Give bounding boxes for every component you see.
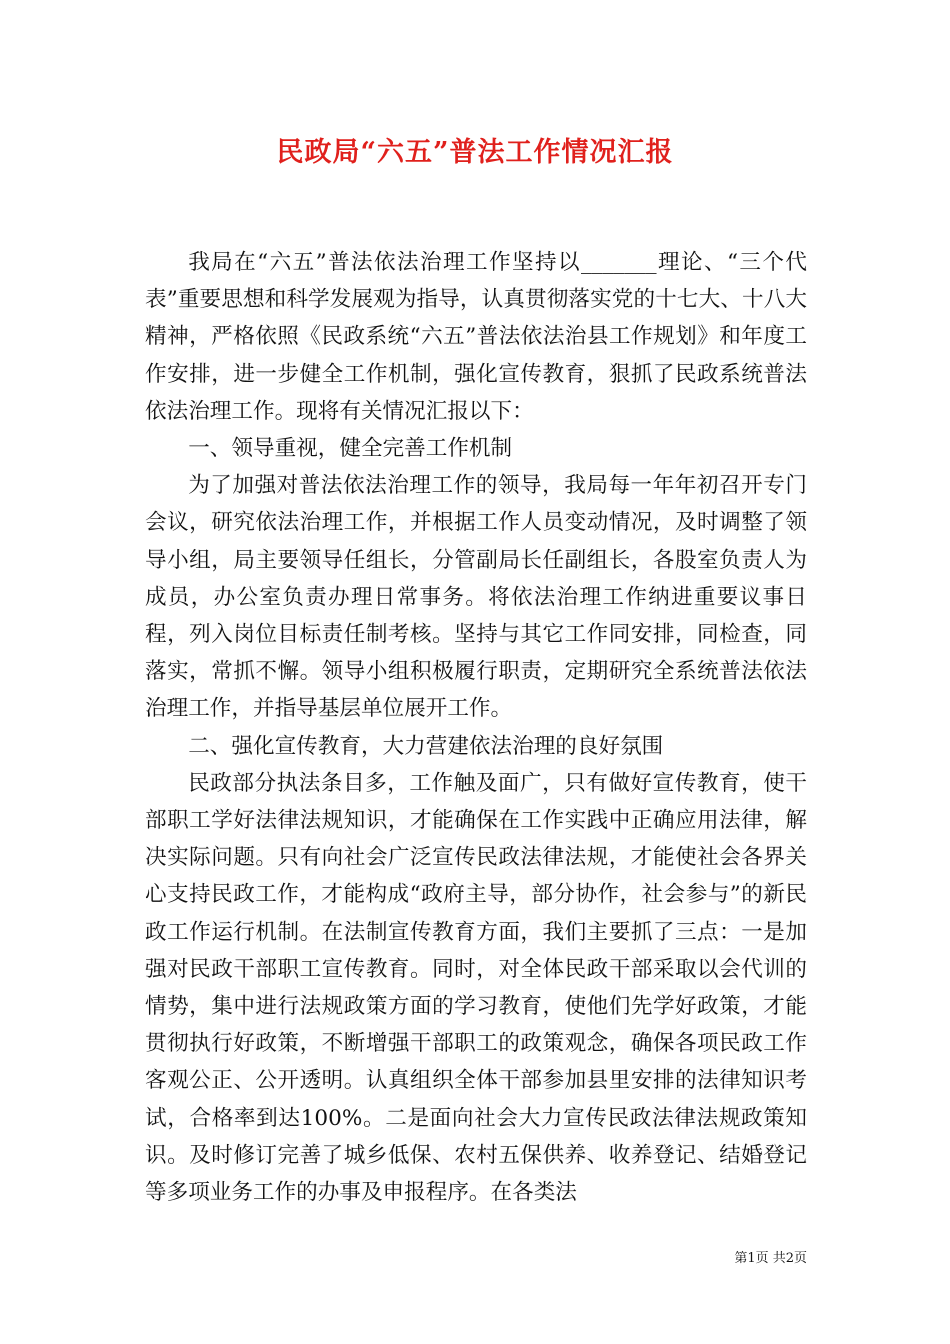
paragraph-section-1: 为了加强对普法依法治理工作的领导，我局每一年年初召开专门会议，研究依法治理工作，并根据工作人员变动情况，及时调整了领导小组，局主要领导任组长，分管副局长任副组长，各股室负责人为成员，办公室负责办理日常事务。将依法治理工作纳进重要议事日程，列入岗位目标责任制考核。坚持与其它工作同安排，同检查，同落实，常抓不懈。领导小组积极履行职责，定期研究全系统普法依法治理工作，并指导基层单位展开工作。 [145,473,807,722]
page-number: 第1页 共2页 [734,1251,807,1266]
document-title: 民政局“六五”普法工作情况汇报 [276,137,674,168]
section-heading-2: 二、强化宣传教育，大力营建依法治理的良好氛围 [188,733,664,759]
paragraph-section-2: 民政部分执法条目多，工作触及面广，只有做好宣传教育，使干部职工学好法律法规知识，才能确保在工作实践中正确应用法律，解决实际问题。只有向社会广泛宣传民政法律法规，才能使社会各界关心支持民政工作，才能构成“政府主导，部分协作，社会参与”的新民政工作运行机制。在法制宣传教育方面，我们主要抓了三点：一是加强对民政干部职工宣传教育。同时，对全体民政干部采取以会代训的情势，集中进行法规政策方面的学习教育，使他们先学好政策，才能贯彻执行好政策，不断增强干部职工的政策观念，确保各项民政工作客观公正、公开透明。认真组织全体干部参加县里安排的法律知识考试，合格率到达100%。二是面向社会大力宣传民政法律法规政策知识。及时修订完善了城乡低保、农村五保供养、收养登记、结婚登记等多项业务工作的办事及申报程序。在各类法 [145,770,807,1206]
section-heading-1: 一、领导重视，健全完善工作机制 [188,436,513,462]
paragraph-intro: 我局在“六五”普法依法治理工作坚持以_______理论、“三个代表”重要思想和科学发展观为指导，认真贯彻落实党的十七大、十八大精神，严格依照《民政系统“六五”普法依法治县工作规划》和年度工作安排，进一步健全工作机制，强化宣传教育，狠抓了民政系统普法依法治理工作。现将有关情况汇报以下： [145,250,807,424]
document-body [145,244,807,1211]
